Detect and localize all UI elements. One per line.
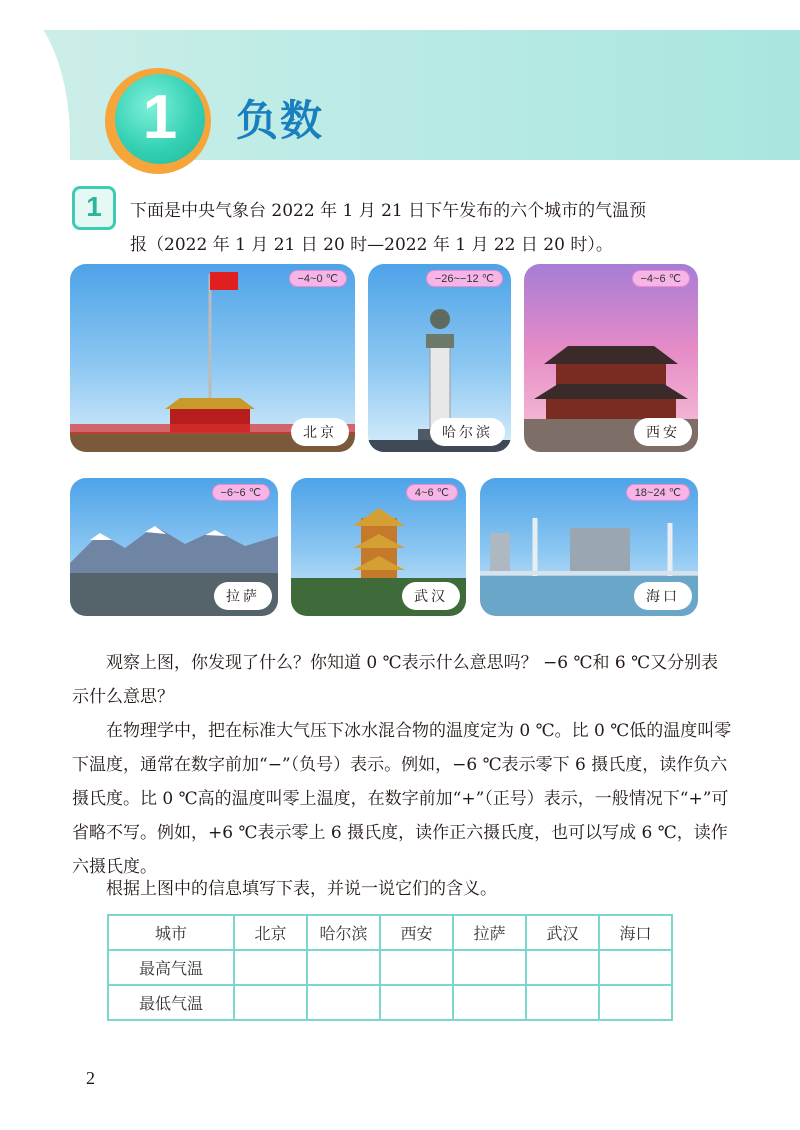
table-header-cell: 西安 xyxy=(380,915,453,950)
city-label: 海口 xyxy=(634,582,692,610)
city-label: 北京 xyxy=(291,418,349,446)
temperature-tag: −4~0 ℃ xyxy=(289,270,348,287)
problem-intro xyxy=(130,194,730,262)
intro-line: 报（2022 年 1 月 21 日 20 时—2022 年 1 月 22 日 20 时）。 xyxy=(130,235,613,255)
task-paragraph: 根据上图中的信息填写下表，并说一说它们的含义。 xyxy=(106,879,497,899)
city-photo-wuhan xyxy=(291,478,466,616)
city-photo-lhasa xyxy=(70,478,278,616)
table-header-cell: 海口 xyxy=(599,915,672,950)
temperature-tag: −4~6 ℃ xyxy=(632,270,691,287)
question-paragraph: 观察上图，你发现了什么？你知道 0 ℃表示什么意思吗？ −6 ℃和 6 ℃又分别表示什么意思？ xyxy=(72,653,719,707)
city-photo-haikou xyxy=(480,478,698,616)
row-label: 最高气温 xyxy=(108,950,234,985)
city-photo-beijing xyxy=(70,264,355,452)
temperature-tag: 18~24 ℃ xyxy=(626,484,690,501)
blank-cell[interactable] xyxy=(307,985,380,1020)
city-photo-harbin xyxy=(368,264,511,452)
chapter-number: 1 xyxy=(142,83,178,152)
blank-cell[interactable] xyxy=(380,985,453,1020)
city-label: 武汉 xyxy=(402,582,460,610)
blank-cell[interactable] xyxy=(234,985,307,1020)
blank-cell[interactable] xyxy=(307,950,380,985)
blank-cell[interactable] xyxy=(234,950,307,985)
city-label: 哈尔滨 xyxy=(430,418,505,446)
blank-cell[interactable] xyxy=(453,950,526,985)
header-top-space xyxy=(0,0,800,30)
chapter-badge-circle xyxy=(115,74,205,164)
temperature-tag: −26~−12 ℃ xyxy=(426,270,503,287)
table-row xyxy=(108,985,672,1020)
blank-cell[interactable] xyxy=(599,950,672,985)
table-row xyxy=(108,950,672,985)
city-label: 西安 xyxy=(634,418,692,446)
blank-cell[interactable] xyxy=(453,985,526,1020)
temperature-tag: 4~6 ℃ xyxy=(406,484,458,501)
blank-cell[interactable] xyxy=(599,985,672,1020)
table-header-cell: 城市 xyxy=(108,915,234,950)
table-header-cell: 北京 xyxy=(234,915,307,950)
blank-cell[interactable] xyxy=(380,950,453,985)
table-header-cell: 哈尔滨 xyxy=(307,915,380,950)
row-label: 最低气温 xyxy=(108,985,234,1020)
intro-line: 下面是中央气象台 2022 年 1 月 21 日下午发布的六个城市的气温预 xyxy=(130,201,647,221)
explanation-paragraph: 在物理学中，把在标准大气压下冰水混合物的温度定为 0 ℃。比 0 ℃低的温度叫零下温度，通常在数字前加“−”（负号）表示。例如，−6 ℃表示零下 6 摄氏度，读作负六摄氏度。比 0 ℃高的温度叫零上温度，在数字前加“+”（正号）表示，一般情况下“+”可省略不写。例如，+6 ℃表示零上 6 摄氏度，读作正六摄氏度，也可以写成 6 ℃，读作六摄氏度。 xyxy=(72,721,732,877)
table-header-cell: 拉萨 xyxy=(453,915,526,950)
chapter-badge xyxy=(105,68,211,174)
problem-number: 1 xyxy=(86,191,102,222)
table-header-cell: 武汉 xyxy=(526,915,599,950)
city-label: 拉萨 xyxy=(214,582,272,610)
city-photo-xian xyxy=(524,264,698,452)
chapter-title: 负数 xyxy=(236,96,325,145)
temperature-table xyxy=(107,914,673,1021)
table-header-row xyxy=(108,915,672,950)
problem-number-marker xyxy=(72,186,116,230)
blank-cell[interactable] xyxy=(526,985,599,1020)
page-number: 2 xyxy=(86,1068,95,1088)
temperature-tag: −6~6 ℃ xyxy=(212,484,271,501)
blank-cell[interactable] xyxy=(526,950,599,985)
